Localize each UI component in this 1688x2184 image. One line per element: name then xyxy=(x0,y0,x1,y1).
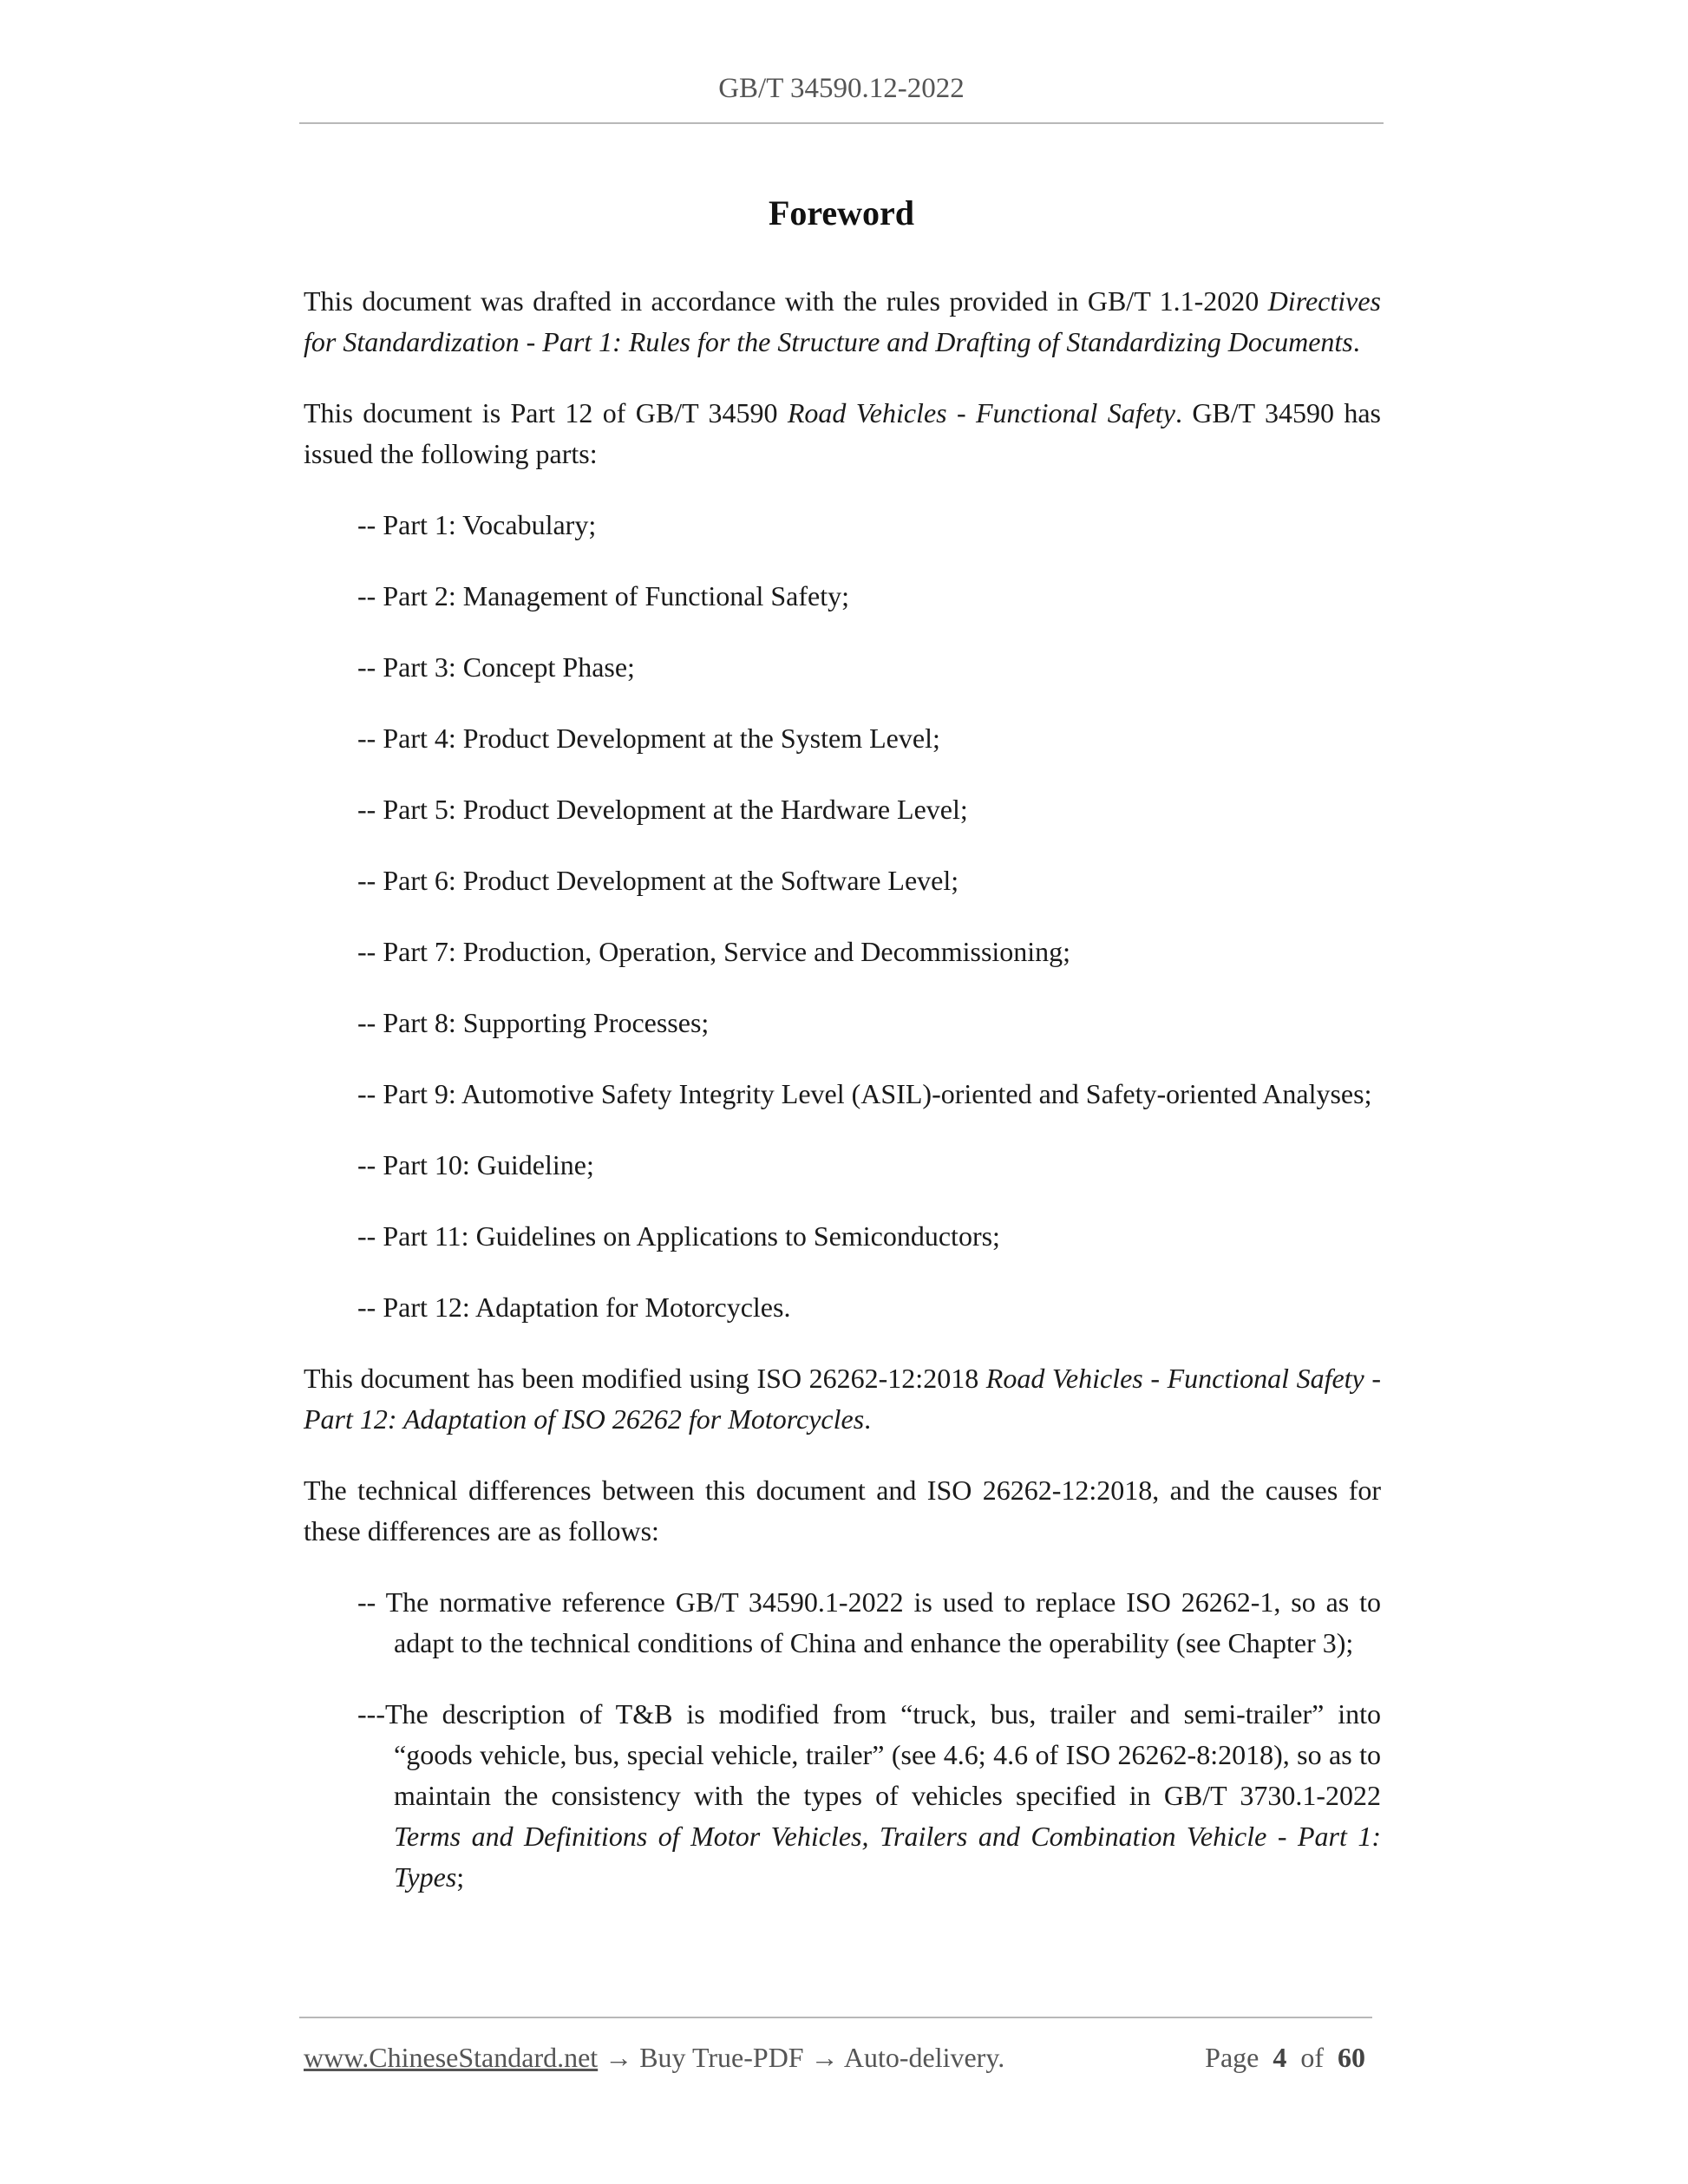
drafting-rules-paragraph: This document was drafted in accordance with the rules provided in GB/T 1.1-2020 Directives for Standardization - Part 1: Rules for the Structure and Drafting of Standardizing Documents. xyxy=(304,285,1381,357)
document-body xyxy=(304,281,1381,1928)
header-divider xyxy=(299,122,1384,124)
iso-title: Road Vehicles - Functional Safety - Part 12: Adaptation of ISO 26262 for Motorcycles xyxy=(304,1363,1382,1435)
list-item-part-2: -- Part 2: Management of Functional Safety; xyxy=(357,580,849,611)
list-item-part-7: -- Part 7: Production, Operation, Service and Decommissioning; xyxy=(357,936,1071,967)
document-code-header: GB/T 34590.12-2022 xyxy=(718,73,965,104)
footer-divider xyxy=(299,2017,1372,2018)
page-indicator: Page 4 of 60 xyxy=(1205,2042,1365,2073)
list-item-part-1: -- Part 1: Vocabulary; xyxy=(357,509,597,540)
purchase-note: → Buy True-PDF → Auto-delivery. xyxy=(598,2042,1005,2073)
list-item-part-8: -- Part 8: Supporting Processes; xyxy=(357,1007,710,1038)
current-page-number: 4 xyxy=(1273,2042,1287,2073)
directives-title: Directives for Standardization - Part 1: Rules for the Structure and Drafting of Standardizing Documents xyxy=(304,285,1381,357)
technical-differences-paragraph: The technical differences between this document and ISO 26262-12:2018, and the causes for these differences are as follows: xyxy=(304,1475,1381,1546)
list-item-part-5: -- Part 5: Product Development at the Hardware Level; xyxy=(357,794,968,825)
list-item-part-11: -- Part 11: Guidelines on Applications to Semiconductors; xyxy=(357,1220,1000,1252)
gbt-3730-title: Terms and Definitions of Motor Vehicles, Trailers and Combination Vehicle - Part 1: Types xyxy=(394,1821,1381,1893)
series-title: Road Vehicles - Functional Safety xyxy=(787,397,1175,428)
website-link[interactable]: www.ChineseStandard.net xyxy=(304,2042,599,2073)
total-pages: 60 xyxy=(1338,2042,1365,2073)
list-item-part-10: -- Part 10: Guideline; xyxy=(357,1149,594,1180)
list-item-part-4: -- Part 4: Product Development at the System Level; xyxy=(357,723,940,754)
difference-item-2: ---The description of T&B is modified from “truck, bus, trailer and semi-trailer” into “goods vehicle, bus, special vehicle, trailer” (see 4.6; 4.6 of ISO 26262-8:2018), so as to maintain the consistency with the types of vehicles specified in GB/T 3730.1-2022 Terms and Definitions of Motor Vehicles, Trailers and Combination Vehicle - Part 1: Types; xyxy=(357,1698,1381,1893)
list-item-part-6: -- Part 6: Product Development at the Software Level; xyxy=(357,865,959,896)
footer-promo xyxy=(304,2037,1004,2078)
part-info-paragraph: This document is Part 12 of GB/T 34590 Road Vehicles - Functional Safety. GB/T 34590 has issued the following parts: xyxy=(304,397,1382,469)
list-item-part-12: -- Part 12: Adaptation for Motorcycles. xyxy=(357,1291,791,1323)
difference-item-1: -- The normative reference GB/T 34590.1-2022 is used to replace ISO 26262-1, so as to adapt to the technical conditions of China and enhance the operability (see Chapter 3); xyxy=(357,1586,1381,1658)
iso-modification-paragraph: This document has been modified using ISO 26262-12:2018 Road Vehicles - Functional Safety - Part 12: Adaptation of ISO 26262 for Motorcycles. xyxy=(304,1363,1382,1435)
list-item-part-9: -- Part 9: Automotive Safety Integrity Level (ASIL)-oriented and Safety-oriented Analyses; xyxy=(357,1078,1372,1109)
page-title: Foreword xyxy=(768,193,915,232)
list-item-part-3: -- Part 3: Concept Phase; xyxy=(357,651,635,683)
